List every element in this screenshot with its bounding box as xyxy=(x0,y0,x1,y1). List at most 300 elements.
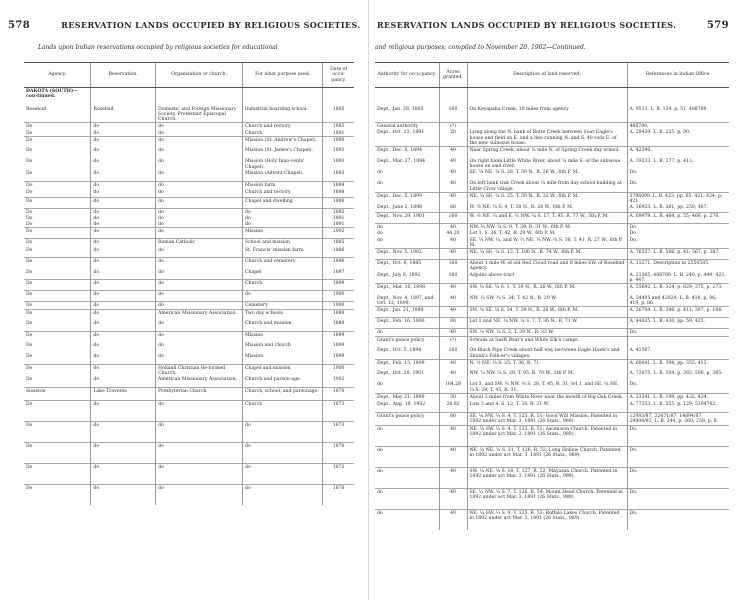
organization-cell: Roman Catholic xyxy=(156,239,243,247)
table-row xyxy=(24,309,354,320)
date-cell: 1899 xyxy=(323,342,354,353)
organization-cell: do xyxy=(156,280,243,291)
agency-cell: Do xyxy=(26,240,33,246)
purpose-cell: Church and parson-age. xyxy=(243,376,323,387)
organization-cell: do xyxy=(156,463,243,484)
table-row xyxy=(24,158,354,170)
agency-cell: Do xyxy=(26,401,33,407)
purpose-cell: do xyxy=(243,221,323,228)
organization-cell: do xyxy=(156,320,243,331)
description-cell: Schools at Swift Bear's and White Elk's camps. xyxy=(467,336,627,347)
purpose-cell: Cemetery xyxy=(243,302,323,309)
reservation-cell: do xyxy=(91,123,156,130)
description-cell: NW. ¼ NW. ¼ S. 29, T. 95, R. 70 W., 5th P. M. xyxy=(467,370,627,381)
table-row xyxy=(24,442,354,463)
agency-cell: Sisseton xyxy=(26,388,46,394)
reservation-cell: do xyxy=(91,342,156,353)
references-cell: A. 72875. L. B. 504, p. 282; 506, p. 365. xyxy=(627,370,729,381)
table-row xyxy=(24,221,354,228)
references-cell: Do. xyxy=(627,509,729,530)
table-row xyxy=(24,269,354,280)
section-spacer-row xyxy=(375,88,729,106)
authority-cell: do xyxy=(377,231,383,237)
description-cell: NW. ¼ NW. ¼ S. 9, T. 39, R. 31 W., 6th P. M. xyxy=(467,223,627,230)
reservation-cell: do xyxy=(91,170,156,181)
purpose-cell: Chapel and mission xyxy=(243,364,323,376)
purpose-cell: Mission (St. James's Chapel). xyxy=(243,147,323,158)
description-cell: On Black Pipe Creek about half way be-tween Eagle Hawk's and Skunk's Fath-er's villages. xyxy=(467,347,627,359)
table-row xyxy=(24,106,354,123)
acres-cell: 160 xyxy=(439,272,467,284)
description-cell: NE. ¼ SW. ¼ S. 4, T. 123, R. 51; Ascension Church. Patented in 1892 under act Mar. 3, 1891 (26 Stats., 989). xyxy=(467,425,627,446)
authority-cell: Dept., Jan. 21, 1899 xyxy=(377,308,424,314)
organization-cell: do xyxy=(156,291,243,302)
references-cell: A. 9513. L. B. 134, p. 51. 488789. xyxy=(627,106,729,123)
date-cell: 1896 xyxy=(323,197,354,208)
authority-cell: Dept., Oct. 6, 1885 xyxy=(377,261,422,267)
references-cell: A. 11271. Description in 2550585. xyxy=(627,260,729,272)
date-cell: 1893 xyxy=(323,158,354,170)
date-cell: 1900 xyxy=(323,302,354,309)
agency-cell: Do xyxy=(26,148,33,154)
description-cell: SW. ¼ NE. ¼ S. 18, T. 127, R. 52, Mayasan Church. Patented in 1892 under act Mar. 3, 1891 (26 Stats., 989). xyxy=(467,467,627,488)
agency-cell: Do xyxy=(26,215,33,221)
left-running-head xyxy=(8,20,360,31)
date-cell: 1870 xyxy=(323,387,354,400)
section-row xyxy=(24,88,354,106)
acres-cell: 26.92 xyxy=(439,401,467,412)
agency-cell: Do xyxy=(26,159,33,165)
agency-cell: Do xyxy=(26,332,33,338)
references-cell: A. 41567. xyxy=(627,347,729,359)
organization-cell: do xyxy=(156,342,243,353)
right-table-subtitle: and religious purposes; compiled to November 20, 1902—Continued. xyxy=(375,44,586,51)
date-cell: 1870 xyxy=(323,484,354,505)
references-cell: Do. xyxy=(627,223,729,230)
table-row xyxy=(24,247,354,258)
table-row xyxy=(24,197,354,208)
table-row xyxy=(375,260,729,272)
organization-cell: do xyxy=(156,269,243,280)
date-cell: 1902 xyxy=(323,228,354,239)
acres-cell: 40 xyxy=(439,295,467,307)
description-cell: SW. ¼ SE. ¼ S. 34, T. 39 N., R. 28 W., 6th P. M. xyxy=(467,307,627,318)
purpose-cell: Mission (Advent Chapel). xyxy=(243,170,323,181)
references-cell: Do. xyxy=(627,329,729,336)
table-row xyxy=(375,318,729,329)
authority-cell: do xyxy=(377,468,383,474)
purpose-cell: Industrial boarding school. xyxy=(243,106,323,123)
authority-cell: Dept., Nov. 5, 1902 xyxy=(377,250,422,256)
references-cell: A. 69979. L. B. 464, p. 55; 466, p. 276. xyxy=(627,212,729,223)
date-cell: 1900 xyxy=(323,364,354,376)
col-authority-header: Authority for occu-pancy. xyxy=(375,63,439,88)
acres-cell: 40 xyxy=(439,169,467,180)
references-cell: A. 55692. L. B. 324, p. 629; 375, p. 273. xyxy=(627,284,729,295)
agency-cell: Do xyxy=(26,130,33,136)
acres-cell: 40 xyxy=(439,192,467,204)
description-cell: SE. ¼ NE. ¼ S. 28, T. 39 N., R. 26 W., 6th P. M. xyxy=(467,169,627,180)
reservation-cell: do xyxy=(91,189,156,197)
organization-cell: Domestic and Foreign Missionary Society, Protestant Episcopal Church. xyxy=(156,106,243,123)
date-cell: 1870 xyxy=(323,442,354,463)
acres-cell: 160 xyxy=(439,212,467,223)
references-cell: Do. xyxy=(627,381,729,393)
date-cell: 1886 xyxy=(323,247,354,258)
authority-cell: Dept., Dec. 5, 1899 xyxy=(377,193,422,199)
authority-cell: Dept., Nov. 29, 1901 xyxy=(377,213,425,219)
authority-cell: do xyxy=(377,510,383,516)
acres-cell: 20 xyxy=(439,129,467,146)
left-page-number: 578 xyxy=(8,20,31,31)
references-cell: Do. xyxy=(627,237,729,249)
organization-cell: do xyxy=(156,189,243,197)
acres-cell: 40 xyxy=(439,180,467,192)
table-row xyxy=(24,147,354,158)
left-table xyxy=(24,62,354,505)
authority-cell: Dept., Oct. 13, 1891 xyxy=(377,130,425,136)
table-row xyxy=(375,467,729,488)
authority-cell: do xyxy=(377,330,383,336)
acres-cell: (?) xyxy=(439,123,467,130)
references-cell: A. 42390. xyxy=(627,147,729,158)
agency-cell: Do xyxy=(26,137,33,143)
references-cell: Do. xyxy=(627,230,729,236)
description-cell: SW. ¼ NW. ¼ S. 2, T. 39 N., R. 33 W. xyxy=(467,329,627,336)
purpose-cell: Mission (St. Andrew's Chapel). xyxy=(243,136,323,147)
acres-cell: 40 xyxy=(439,359,467,370)
purpose-cell: Church and rectory xyxy=(243,123,323,130)
organization-cell: Holland Christian Re-formed Church. xyxy=(156,364,243,376)
organization-cell: do xyxy=(156,130,243,137)
organization-cell: do xyxy=(156,123,243,130)
reservation-cell: do xyxy=(91,215,156,221)
acres-cell: 40 xyxy=(439,446,467,467)
purpose-cell: Church xyxy=(243,280,323,291)
col-reservation-header: Reservation. xyxy=(91,63,156,88)
agency-cell: Do xyxy=(26,247,33,253)
acres-cell: 40 xyxy=(439,370,467,381)
description-cell: Lot 1, S. 34, T. 42, R. 29 W., 6th P. M. xyxy=(467,230,627,236)
section-label: DAKOTA (SOUTH)—con-tinued. xyxy=(26,89,78,100)
table-row xyxy=(24,280,354,291)
reservation-cell: do xyxy=(91,239,156,247)
table-row xyxy=(375,509,729,530)
reservation-cell: do xyxy=(91,309,156,320)
acres-cell: (?) xyxy=(439,336,467,347)
col-date-header: Date of occu-pancy. xyxy=(323,63,354,88)
authority-cell: Dept., Feb. 16, 1900 xyxy=(377,319,425,325)
references-cell: Do. xyxy=(627,425,729,446)
left-table-subtitle: Lands upon Indian reservations occupied by religious societies for educational xyxy=(38,44,278,51)
organization-cell: do xyxy=(156,181,243,189)
organization-cell: do xyxy=(156,442,243,463)
organization-cell: do xyxy=(156,197,243,208)
agency-cell: Do xyxy=(26,377,33,383)
acres-cell: 40 xyxy=(439,509,467,530)
date-cell: 1872 xyxy=(323,463,354,484)
table-row xyxy=(375,393,729,401)
agency-cell: Do xyxy=(26,198,33,204)
acres-cell: 160 xyxy=(439,347,467,359)
references-cell: A. 26794. L. B. 396, p. 411; 397, p. 164. xyxy=(627,307,729,318)
organization-cell: do xyxy=(156,170,243,181)
table-row xyxy=(375,169,729,180)
references-cell: Do. xyxy=(627,169,729,180)
table-row xyxy=(375,359,729,370)
reservation-cell: do xyxy=(91,280,156,291)
agency-cell: Do xyxy=(26,269,33,275)
description-cell: Lot 1 and NE. ¼ NW. ¼ S. 7, T. 36 N., R. 71 W. xyxy=(467,318,627,329)
organization-cell: Presbyterian Church xyxy=(156,387,243,400)
purpose-cell: Chapel and dwelling xyxy=(243,197,323,208)
date-cell: 1889 xyxy=(323,320,354,331)
description-cell: Adjoins above tract xyxy=(467,272,627,284)
col-acres-header: Acres granted. xyxy=(439,63,467,88)
description-cell: W. ½ NE. ¼ and E. ½ NW. ¼ S. 17, T. 95, R. 77 W., 5th P. M. xyxy=(467,212,627,223)
description-cell: W. ½ NE. ¼ S. 4, T. 38 N., R. 28 W., 6th P. M. xyxy=(467,204,627,212)
table-row xyxy=(24,123,354,130)
left-header-row xyxy=(24,63,354,88)
table-row xyxy=(24,364,354,376)
reservation-cell: do xyxy=(91,320,156,331)
date-cell: 1899 xyxy=(323,280,354,291)
table-row xyxy=(375,446,729,467)
references-cell: A. 60041. L. B. 398, pp. 355, 413. xyxy=(627,359,729,370)
date-cell: 1885 xyxy=(323,106,354,123)
description-cell xyxy=(467,123,627,130)
purpose-cell: Mission farm xyxy=(243,181,323,189)
reservation-cell: do xyxy=(91,130,156,137)
date-cell: 1889 xyxy=(323,309,354,320)
date-cell: 1892 xyxy=(323,208,354,215)
right-page xyxy=(369,0,737,600)
col-organization-header: Organization or church. xyxy=(156,63,243,88)
purpose-cell: do xyxy=(243,291,323,302)
reservation-cell: do xyxy=(91,221,156,228)
reservation-cell: do xyxy=(91,158,156,170)
right-table xyxy=(375,62,729,530)
authority-cell: do xyxy=(377,382,383,388)
reservation-cell: do xyxy=(91,421,156,442)
description-cell: On left bank Oak Creek about ¼ mile from day school building at Little Crow village. xyxy=(467,180,627,192)
table-row xyxy=(375,180,729,192)
table-row xyxy=(375,204,729,212)
table-row xyxy=(375,488,729,509)
acres-cell: 80 xyxy=(439,318,467,329)
date-cell: 1900 xyxy=(323,291,354,302)
table-row xyxy=(24,463,354,484)
date-cell: 1898 xyxy=(323,189,354,197)
authority-cell: Dept., Nov. 4, 1897, and Oct. 12, 1899. xyxy=(377,295,434,307)
authority-cell: Dept., Jan. 28, 1885 xyxy=(377,106,424,112)
date-cell: 1891 xyxy=(323,221,354,228)
left-running-title: RESERVATION LANDS OCCUPIED BY RELIGIOUS SOCIETIES. xyxy=(61,20,361,30)
organization-cell: American Missionary Association. xyxy=(156,309,243,320)
references-cell: A. 21365. 488789. L. B. 240, p. 449; 423, p. 447. xyxy=(627,272,729,284)
acres-cell: 30 xyxy=(439,393,467,401)
reservation-cell: do xyxy=(91,364,156,376)
table-row xyxy=(375,123,729,130)
description-cell: SE. ¼ NW. ¼, and W. ½ NE. ¼ NW. ¼ S. 36, T. 41, R. 27 W., 6th P. M. xyxy=(467,237,627,249)
organization-cell: do xyxy=(156,158,243,170)
agency-cell: Do xyxy=(26,343,33,349)
purpose-cell: do xyxy=(243,208,323,215)
table-row xyxy=(24,342,354,353)
organization-cell: do xyxy=(156,221,243,228)
reservation-cell: do xyxy=(91,331,156,342)
reservation-cell: do xyxy=(91,484,156,505)
description-cell: About 1 mile W. of old Red Cloud road and 8 miles SW. of Rosebud Agency. xyxy=(467,260,627,272)
purpose-cell: Church xyxy=(243,130,323,137)
description-cell: SW. ¼ SE. ¼ S. 1, T. 39 N., R. 26 W., 6th P. M. xyxy=(467,284,627,295)
table-row xyxy=(375,381,729,393)
acres-cell: 40 xyxy=(439,237,467,249)
authority-cell: do xyxy=(377,224,383,230)
acres-cell: 40 xyxy=(439,425,467,446)
acres-cell: 80 xyxy=(439,412,467,425)
date-cell: 1899 xyxy=(323,331,354,342)
authority-cell: Dept., Oct. 5, 1894 xyxy=(377,348,422,354)
table-row xyxy=(24,258,354,269)
purpose-cell: do xyxy=(243,484,323,505)
references-cell: 12983/87, 22471/87, 14694/87, 29898/92, L. B. 244, p. 260; 259, p. 6. xyxy=(627,412,729,425)
agency-cell: Do xyxy=(26,222,33,228)
table-row xyxy=(24,484,354,505)
organization-cell: do xyxy=(156,136,243,147)
table-row xyxy=(375,347,729,359)
authority-cell: Dept., June 2, 1898 xyxy=(377,205,423,211)
table-row xyxy=(375,223,729,230)
references-cell: A. 39233. L. B. 277, p. 413. xyxy=(627,158,729,170)
date-cell: 1885 xyxy=(323,123,354,130)
date-cell: 1873 xyxy=(323,421,354,442)
table-row xyxy=(24,181,354,189)
references-cell: A. 36923. L. B. 381, pp. 250, 487. xyxy=(627,204,729,212)
organization-cell: do xyxy=(156,421,243,442)
purpose-cell: Church and cemetery xyxy=(243,258,323,269)
table-row xyxy=(375,147,729,158)
reservation-cell: Rosebud xyxy=(91,106,156,123)
authority-cell: Dept., July 8, 1892 xyxy=(377,272,421,278)
references-cell: Do. xyxy=(627,446,729,467)
organization-cell: do xyxy=(156,353,243,364)
acres-cell: 80 xyxy=(439,204,467,212)
organization-cell: do xyxy=(156,484,243,505)
organization-cell: do xyxy=(156,228,243,239)
col-references-header: References in Indian Office. xyxy=(627,63,729,88)
purpose-cell: Chapel xyxy=(243,269,323,280)
col-agency-header: Agency. xyxy=(24,63,91,88)
purpose-cell: Church and mission xyxy=(243,320,323,331)
reservation-cell: do xyxy=(91,228,156,239)
agency-cell: Do xyxy=(26,281,33,287)
acres-cell: 40 xyxy=(439,488,467,509)
acres-cell: 40 xyxy=(439,329,467,336)
table-row xyxy=(375,272,729,284)
description-cell: About 3 miles from White River near the mouth of Big Oak Creek. xyxy=(467,393,627,401)
reservation-cell: do xyxy=(91,291,156,302)
agency-cell: Do xyxy=(26,443,33,449)
agency-cell: Do xyxy=(26,485,33,491)
table-row xyxy=(24,400,354,421)
reservation-cell: do xyxy=(91,181,156,189)
agency-cell: Do xyxy=(26,124,33,130)
acres-cell: 40 xyxy=(439,467,467,488)
table-row xyxy=(375,284,729,295)
authority-cell: do xyxy=(377,170,383,176)
agency-cell: Do xyxy=(26,229,33,235)
acres-cell: 40 xyxy=(439,307,467,318)
authority-cell: do xyxy=(377,181,383,187)
organization-cell: American Missionary Association. xyxy=(156,376,243,387)
references-cell: 5796099. L. B. 423, pp. 65, 421; 424, p. 421. xyxy=(627,192,729,204)
purpose-cell: School and mission xyxy=(243,239,323,247)
date-cell: 1891 xyxy=(323,215,354,221)
authority-cell: Dept., Feb. 13, 1899 xyxy=(377,360,425,366)
organization-cell: do xyxy=(156,215,243,221)
table-row xyxy=(24,189,354,197)
acres-cell: 40 xyxy=(439,249,467,260)
table-row xyxy=(24,331,354,342)
table-row xyxy=(24,136,354,147)
reservation-cell: do xyxy=(91,136,156,147)
description-cell: NE. ¼ SW. ¼ S. 9, T. 125, R. 53; Buffalo Lakes Church. Patented in 1892 under act Mar. 3, 1891 (26 Stats., 989). xyxy=(467,509,627,530)
description-cell: NE. ¼ SE. ¼ S. 25, T. 39 N., R. 32 W., 6th P. M. xyxy=(467,192,627,204)
acres-cell: 40 xyxy=(439,147,467,158)
table-row xyxy=(375,336,729,347)
date-cell: 1893 xyxy=(323,147,354,158)
authority-cell: Dept., Aug. 19, 1902 xyxy=(377,402,426,408)
purpose-cell: Mission (Holy Inno-cents' Chapel). xyxy=(243,158,323,170)
purpose-cell: Mission xyxy=(243,228,323,239)
organization-cell: do xyxy=(156,302,243,309)
date-cell: 1891 xyxy=(323,130,354,137)
table-row xyxy=(24,376,354,387)
agency-cell: Do xyxy=(26,259,33,265)
acres-cell: 160 xyxy=(439,260,467,272)
agency-cell: Rosebud xyxy=(26,106,47,112)
references-cell: A. 44025. L. B. 430, pp. 59, 425. xyxy=(627,318,729,329)
description-cell: Lot 3, and SW. ¼ NW. ¼ S. 28, T. 45, R. 31; lot 1, and SE. ¼ NE. ¼ S. 29, T. 45, R. 31. xyxy=(467,381,627,393)
description-cell: NE. ¼ SE. ¼ S. 13, T. 100 N., R. 74 W., 6th P. M. xyxy=(467,249,627,260)
description-cell: N. ½ NE. ¼ S. 25, T. 36, R. 71. xyxy=(467,359,627,370)
references-cell: A. 54405 and 42924. L. B. 418, p. 96; 419, p. 86. xyxy=(627,295,729,307)
date-cell: 1896 xyxy=(323,258,354,269)
reservation-cell: do xyxy=(91,197,156,208)
authority-cell: General authority xyxy=(377,124,419,129)
description-cell: On Keyapaha Creek, 10 miles from agency xyxy=(467,106,627,123)
agency-cell: Do xyxy=(26,365,33,371)
description-cell: NW. ¼ SW. ¼ S. 34, T. 42 N., R. 29 W. xyxy=(467,295,627,307)
organization-cell: do xyxy=(156,147,243,158)
organization-cell: do xyxy=(156,247,243,258)
purpose-cell: Mission xyxy=(243,331,323,342)
table-row xyxy=(375,329,729,336)
description-cell: NE. ¼ NE. ¼ S. 21, T. 126, R. 52; Long Hollow Church. Patented in 1892 under act Mar. 3, 1891 (26 Stats., 989). xyxy=(467,446,627,467)
agency-cell: Do xyxy=(26,422,33,428)
table-row xyxy=(24,421,354,442)
table-row xyxy=(24,291,354,302)
references-cell: Do. xyxy=(627,488,729,509)
date-cell: 1902 xyxy=(323,376,354,387)
agency-cell: Do xyxy=(26,190,33,196)
authority-cell: do xyxy=(377,237,383,243)
purpose-cell: Mission and church xyxy=(243,342,323,353)
acres-cell: 40 xyxy=(439,284,467,295)
purpose-cell: Church and rectory xyxy=(243,189,323,197)
agency-cell: Do xyxy=(26,171,33,177)
